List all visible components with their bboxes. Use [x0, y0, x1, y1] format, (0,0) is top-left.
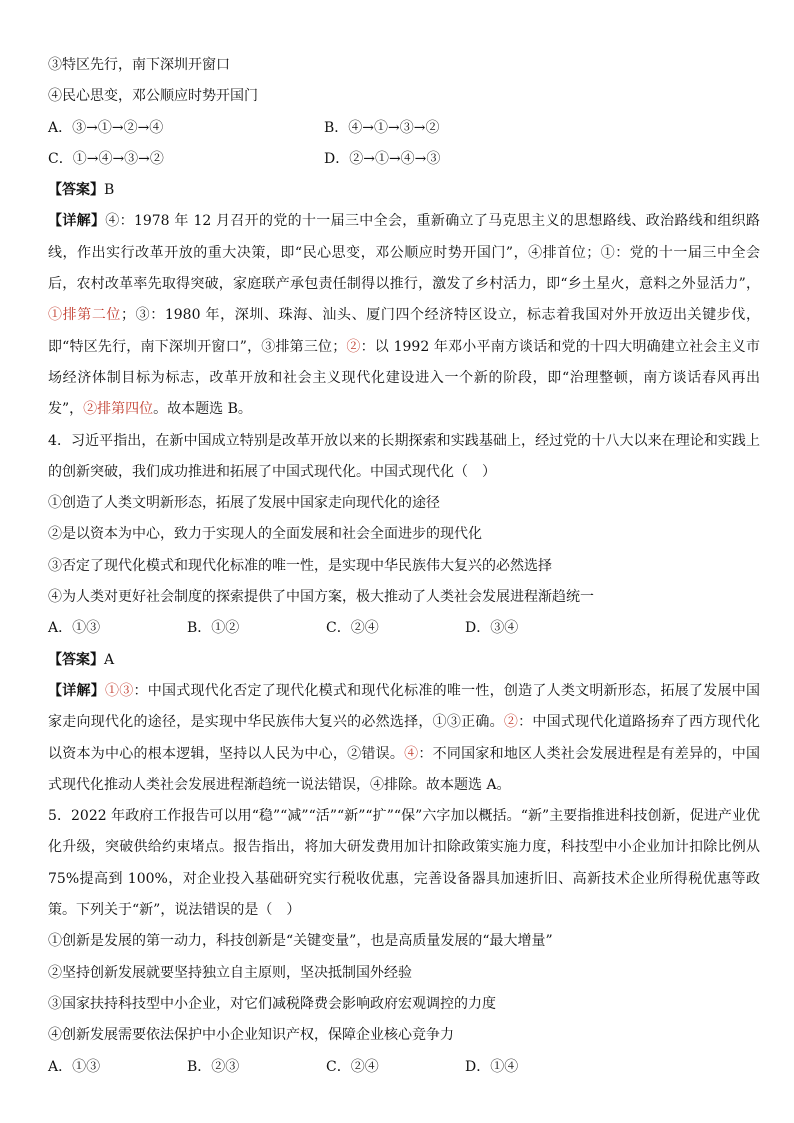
answer-value: A: [104, 651, 115, 668]
q5-option-1: ①创新是发展的第一动力，科技创新是“关键变量”，也是高质量发展的“最大增量”: [48, 933, 553, 950]
detail-label: 【详解】: [48, 682, 105, 699]
q5-choice-a: A．①③: [48, 1058, 101, 1075]
q5-choice-c: C．②④: [326, 1058, 379, 1075]
q4-option-2: ②是以资本为中心，致力于实现人的全面发展和社会全面进步的现代化: [48, 526, 482, 543]
detail-text: ：中国式现代化道路扬弃了西方现代化以资本为中心的根本逻辑，坚持以人民为中心，②错误。: [48, 714, 761, 762]
q3-choice-d: D．②→①→④→③: [324, 150, 441, 167]
q4-choice-d: D．③④: [465, 620, 519, 637]
q5-choices-row: [48, 1052, 760, 1083]
q3-detail: [48, 206, 760, 425]
q5-choice-b: B．②③: [187, 1058, 240, 1075]
answer-value: B: [104, 182, 115, 199]
document-page: [48, 50, 760, 1083]
detail-text: ：以 1992 年邓小平南方谈话和党的十四大明确建立社会主义市场经济体制目标为标志，改革开放和社会主义现代化建设进入一个新的阶段，即“治理整顿，南方谈话春风再出发”，: [48, 338, 760, 418]
q5-stem: 5．2022 年政府工作报告可以用“稳”“减”“活”“新”“扩”“保”六字加以概括。“新”主要指推进科技创新，促进产业优化升级，突破供给约束堵点。报告指出，将加大研发费用加计扣除政策实施力度，科技型中小企业加计扣除比例从 75%提高到 100%，对企业投入基础研究实行税收优惠，完善设备器具加速折旧、高新技术企业所得税优惠等政策。下列关于“新”，说法错误的是（ ）: [48, 808, 760, 919]
detail-text: ④：1978 年 12 月召开的党的十一届三中全会，重新确立了马克思主义的思想路线、政治路线和组织路线，作出实行改革开放的重大决策，即“民心思变，邓公顺应时势开国门”，④排首位；①：党的十一届三中全会后，农村改革率先取得突破，家庭联产承包责任制得以推行，激发了乡村活力，即“乡土星火，意料之外显活力”，: [48, 213, 760, 293]
detail-highlight: ②: [346, 338, 361, 355]
detail-highlight: ①③: [104, 682, 134, 699]
detail-label: 【详解】: [48, 213, 106, 230]
q3-option-4: ④民心思变，邓公顺应时势开国门: [48, 88, 258, 105]
q3-choices-row-2: [48, 144, 760, 175]
q5-option-4: ④创新发展需要依法保护中小企业知识产权，保障企业核心竞争力: [48, 1027, 454, 1044]
q4-option-4: ④为人类对更好社会制度的探索提供了中国方案，极大推动了人类社会发展进程渐趋统一: [48, 589, 594, 606]
q4-choice-b: B．①②: [187, 620, 240, 637]
detail-highlight: ②排第四位: [83, 401, 154, 418]
q5-choice-d: D．①④: [465, 1058, 519, 1075]
q3-choice-b: B．④→①→③→②: [324, 119, 440, 136]
q3-choices-row-1: [48, 113, 760, 144]
q5-option-3: ③国家扶持科技型中小企业，对它们减税降费会影响政府宏观调控的力度: [48, 995, 496, 1012]
q4-option-1: ①创造了人类文明新形态，拓展了发展中国家走向现代化的途径: [48, 495, 440, 512]
q4-choice-c: C．②④: [326, 620, 379, 637]
q3-choice-c: C．①→④→③→②: [48, 150, 164, 167]
detail-text: 。故本题选 B。: [153, 401, 252, 418]
q3-choice-a: A．③→①→②→④: [48, 119, 164, 136]
detail-highlight: ②: [503, 714, 519, 731]
detail-highlight: ④: [404, 745, 419, 762]
answer-label: 【答案】: [48, 182, 104, 199]
detail-text: ：不同国家和地区人类社会发展进程是有差异的，中国式现代化推动人类社会发展进程渐趋统一说法错误，④排除。故本题选 A。: [48, 745, 761, 793]
detail-highlight: ①排第二位: [48, 307, 122, 324]
q4-answer: [48, 645, 760, 676]
answer-label: 【答案】: [48, 651, 104, 668]
detail-text: ；③：1980 年，深圳、珠海、汕头、厦门四个经济特区设立，标志着我国对外开放迈出关键步伐，即“特区先行，南下深圳开窗口”，③排第三位；: [48, 307, 761, 355]
q4-option-3: ③否定了现代化模式和现代化标准的唯一性，是实现中华民族伟大复兴的必然选择: [48, 557, 552, 574]
q4-choice-a: A．①③: [48, 620, 101, 637]
q5-option-2: ②坚持创新发展就要坚持独立自主原则，坚决抵制国外经验: [48, 964, 412, 981]
q3-answer: [48, 175, 760, 206]
q4-detail: [48, 676, 760, 801]
q3-option-3: ③特区先行，南下深圳开窗口: [48, 57, 230, 73]
q4-choices-row: [48, 613, 760, 644]
q4-stem: 4．习近平指出，在新中国成立特别是改革开放以来的长期探索和实践基础上，经过党的十八大以来在理论和实践上的创新突破，我们成功推进和拓展了中国式现代化。中国式现代化（ ）: [48, 432, 760, 480]
detail-text: ：中国式现代化否定了现代化模式和现代化标准的唯一性，创造了人类文明新形态，拓展了发展中国家走向现代化的途径，是实现中华民族伟大复兴的必然选择，①③正确。: [48, 682, 761, 731]
